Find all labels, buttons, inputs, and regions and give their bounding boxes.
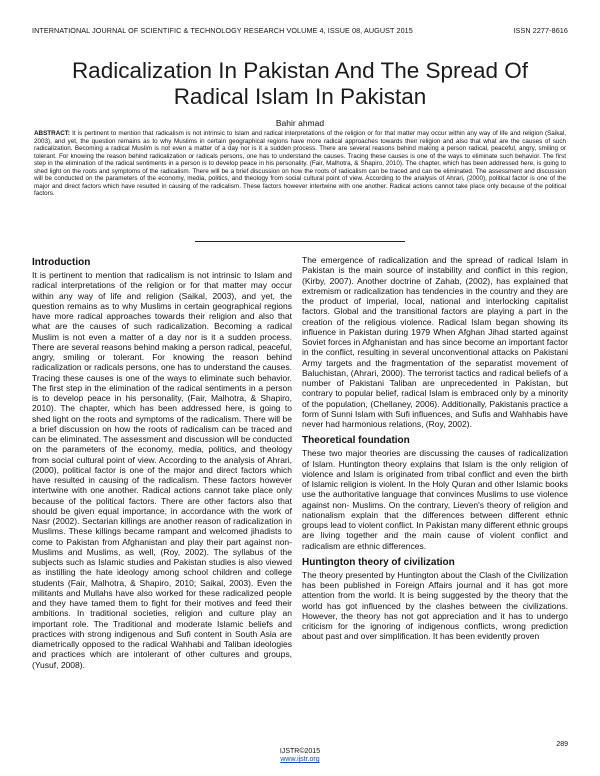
right-column <box>302 255 568 648</box>
journal-name: INTERNATIONAL JOURNAL OF SCIENTIFIC & TECHNOLOGY RESEARCH VOLUME 4, ISSUE 08, AUGUST 2015 <box>32 26 413 35</box>
introduction-paragraph-1: It is pertinent to mention that radicalism is not intrinsic to Islam and radical interpretations of the religion or for that matter may occur within any way of life and religion (Saikal, 2003), and yet, the question remains as to why Muslims in certain geographical regions have more radical approaches towards their religion and also that what are the causes of such radicalization. Becoming a radical Muslim is not even a matter of a day nor is it a sudden process. There are several reasons behind making a person radical, peaceful, angry, smiling or tolerant. For knowing the reason behind radicalization or radicals persons, one has to understand the causes. Tracing these causes is one of the ways to eliminate such behavior. The first step in the elimination of the radical sentiments in a person is to develop peace in his personality, (Fair, Malhotra, & Shapiro, 2010). The chapter, which has been addressed here, is going to shed light on the roots and symptoms of the radicalism. There will be a brief discussion on how the roots of radicalism can be traced and can be eliminated. The assessment and discussion will be conducted on the parameters of the economy, media, politics, and theology from social cultural point of view. According to the analysis of Ahrari, (2000), political factor is one of the major and direct factors which have resulted in causing of the radicalism. These factors however intertwine with one another. Radical actions cannot take place only because of the political factors. There are other factors also that should be given equal importance, in accordance with the work of Nasr (2002). Sectarian killings are another reason of radicalization in Muslims. These killings became rampant and welcomed jihadists to come to Pakistan from Afghanistan and play their part against non-Muslims and Muslims, as well, (Roy, 2002). The syllabus of the subjects such as Islamic studies and Pakistan studies is also viewed as instilling the hate ideology among school children and college students (Fair, Malhotra, & Shapiro, 2010; Saikal, 2003). Even the militants and Mullahs have also worked for these radicalized people and they have tamed them to fight for their motives and feed their ambitions. In traditional societies, religion and culture play an important role. The Traditional and moderate Islamic beliefs and practices with strong indigenous and Sufi content in South Asia are diametrically opposed to the radical Wahhabi and Taliban ideologies and practices which are intolerant of other cultures and groups, (Yusuf, 2008). <box>32 270 292 670</box>
abstract <box>34 130 566 198</box>
section-divider <box>195 241 405 242</box>
issn: ISSN 2277-8616 <box>513 26 568 35</box>
theoretical-paragraph: These two major theories are discussing the causes of radicalization of Islam. Huntington theory explains that Islam is the only religion of violence and Islam is originated from tribal conflict and even the birth of Islamic religion is violent. In the Holy Quran and other Islamic books use the authoritative language that convinces Muslims to use violence against non- Muslims. On the contrary, Lieven's theory of religion and nationalism explain that the differences between different ethnic groups lead to violent conflict. In Pakistan many different ethnic groups are living together and the main cause of violent conflict and radicalism are ethnic differences. <box>302 448 568 551</box>
page-number: 289 <box>556 741 568 748</box>
left-column <box>32 257 292 676</box>
footer-url-link[interactable]: www.ijstr.org <box>280 756 320 763</box>
theoretical-heading: Theoretical foundation <box>302 435 410 447</box>
author-name: Bahir ahmad <box>275 118 325 128</box>
introduction-paragraph-2: The emergence of radicalization and the spread of radical Islam in Pakistan is the main source of instability and conflict in this region, (Kirby, 2007). Another doctrine of Zahab, (2002), has explained that extremism or radicalization has tendencies in the country and they are the product of imperial, local, national and interlocking capitalist factors. Global and the transitional factors are playing a part in the creation of the religious violence. Radical Islam began showing its influence in Pakistan during 1979 When Afghan Jihad started against Soviet forces in Afghanistan and has since become an important factor in the conflict, resulting in several unconventional attacks on Pakistani Army targets and the fragmentation of the separatist movement of Baluchistan, (Ahrari, 2000). The terrorist tactics and radical beliefs of a number of Pakistani Taliban are unprecedented in Pakistan, but contrary to popular belief, radical Islam is embraced only by a minority of the population, (Chellaney, 2006). Additionally, Pakistanis practice a form of Sunni Islam with Sufi influences, and Sufis and Wahhabis have never had harmonious relations, (Roy, 2002). <box>302 255 568 429</box>
huntington-paragraph: The theory presented by Huntington about the Clash of the Civilization has been published in Foreign Affairs journal and it has got more attention from the world. It is being suggested by the theory that the world has got influenced by the clashes between the civilizations. However, the theory has not got appreciation and it has to undergo criticism for the ignoring of indigenous conflicts, wrong prediction about past and over simplification. It has been evidently proven <box>302 569 568 642</box>
abstract-label: ABSTRACT: <box>34 130 71 137</box>
abstract-text: It is pertinent to mention that radicalism is not intrinsic to Islam and radical interpretations of the religion or for that matter may occur within any way of life and religion (Saikal, 2003), and yet, the question remains as to why Muslims in certain geographical regions have more radical approaches towards their religion and also that what are the causes of such radicalization. Becoming a radical Muslim is not even a matter of a day nor is it a sudden process. There are several reasons behind making a person radical, peaceful, angry, smiling or tolerant. For knowing the reason behind radicalization or radicals persons, one has to understand the causes. Tracing these causes is one of the ways to eliminate such behavior. The first step in the elimination of the radical sentiments in a person is to develop peace in his personality. (Fair, Malhotra, & Shapiro, 2010). The chapter, which has been addressed here, is going to shed light on the roots and symptoms of the radicalism. There will be a brief discussion on how the roots of radicalism can be traced and can be eliminated. The assessment and discussion will be conducted on the parameters of the economy, media, politics, and theology from social cultural point of view. According to the analysis of Ahrari, (2000), political factor is one of the major and direct factors which have resulted in causing of the radicalism. These factors however intertwine with one another. Radical actions cannot take place only because of the political factors. <box>34 130 567 197</box>
paper-title: Radicalization In Pakistan And The Spread Of Radical Islam In Pakistan <box>71 58 529 109</box>
huntington-heading: Huntington theory of civilization <box>302 556 455 568</box>
introduction-heading: Introduction <box>32 257 91 268</box>
journal-header <box>32 26 568 35</box>
footer-code: IJSTR©2015 <box>279 748 321 755</box>
footer <box>0 748 600 764</box>
